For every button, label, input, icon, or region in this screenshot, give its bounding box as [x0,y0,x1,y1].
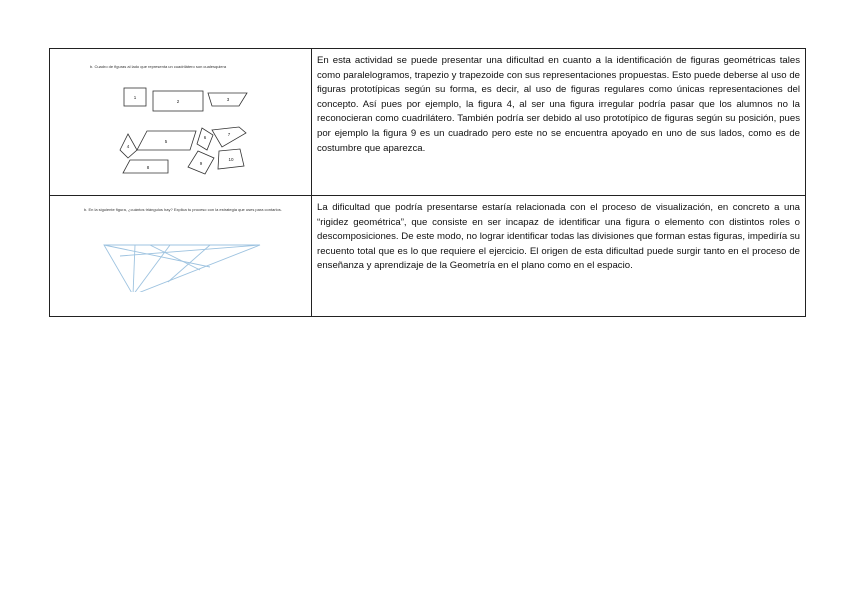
shape-label-6: 6 [203,135,207,140]
figure-instruction-wrap [50,49,311,69]
shape-label-4: 4 [126,144,130,149]
figure-cell [50,49,312,196]
figure-instruction: b. Cuadro de figuras al lado que representa un cuadrilátero son cualesquiera [90,64,227,69]
shape-7 [212,127,246,147]
table-row [50,196,806,317]
shape-label-3: 3 [226,97,230,102]
quadrilaterals-figure [50,69,309,179]
explanation-text: La dificultad que podría presentarse estaría relacionada con el proceso de visualización, en concreto a una “rigidez geométrica”, que consiste en ser incapaz de identificar una figura o elemento con distintos roles o descomposiciones. De este modo, no lograr identificar todas las divisiones que forman estas figuras, impediría su recuento total que es lo que requiere el ejercicio. El origen de esta dificultad puede surgir tanto en el proceso de enseñanza y aprendizaje de la Geometría en el plano como en el espacio. [317,202,800,272]
explanation-text: En esta actividad se puede presentar una dificultad en cuanto a la identificación de figuras geométricas tales como paralelogramos, trapezio y trapezoide con sus representaciones propuestas. Esto puede deberse al uso de figuras prototípicas según su forma, es decir, al uso de figuras regulares como únicas representaciones del concepto. Así pues por ejemplo, la figura 4, al ser una figura irregular podría pasar que los alumnos no la reconocieran como cuadrilátero. También podría ser debido al uso prototípico de figuras según su posición, pues por ejemplo la figura 9 es un cuadrado pero este no se encuentra apoyado en uno de sus lados, como es de costumbre que aparezca. [317,55,800,154]
shape-label-8: 8 [146,165,150,170]
triangles-figure [50,212,309,292]
shape-label-9: 9 [199,161,203,166]
shape-label-7: 7 [227,132,231,137]
shape-8 [123,160,168,173]
shape-label-2: 2 [176,99,180,104]
table-row [50,49,806,196]
explanation-cell [312,196,806,317]
shape-label-1: 1 [133,95,137,100]
analysis-table [49,48,806,317]
shape-label-10: 10 [228,157,234,162]
figure-instruction: b. En la siguiente figura, ¿cuántos triángulos hay? Explica tu proceso con la estrategia que uses para contarlos. [84,207,282,212]
figure-instruction-wrap [50,196,311,212]
figure-cell [50,196,312,317]
explanation-cell [312,49,806,196]
shape-label-5: 5 [164,139,168,144]
